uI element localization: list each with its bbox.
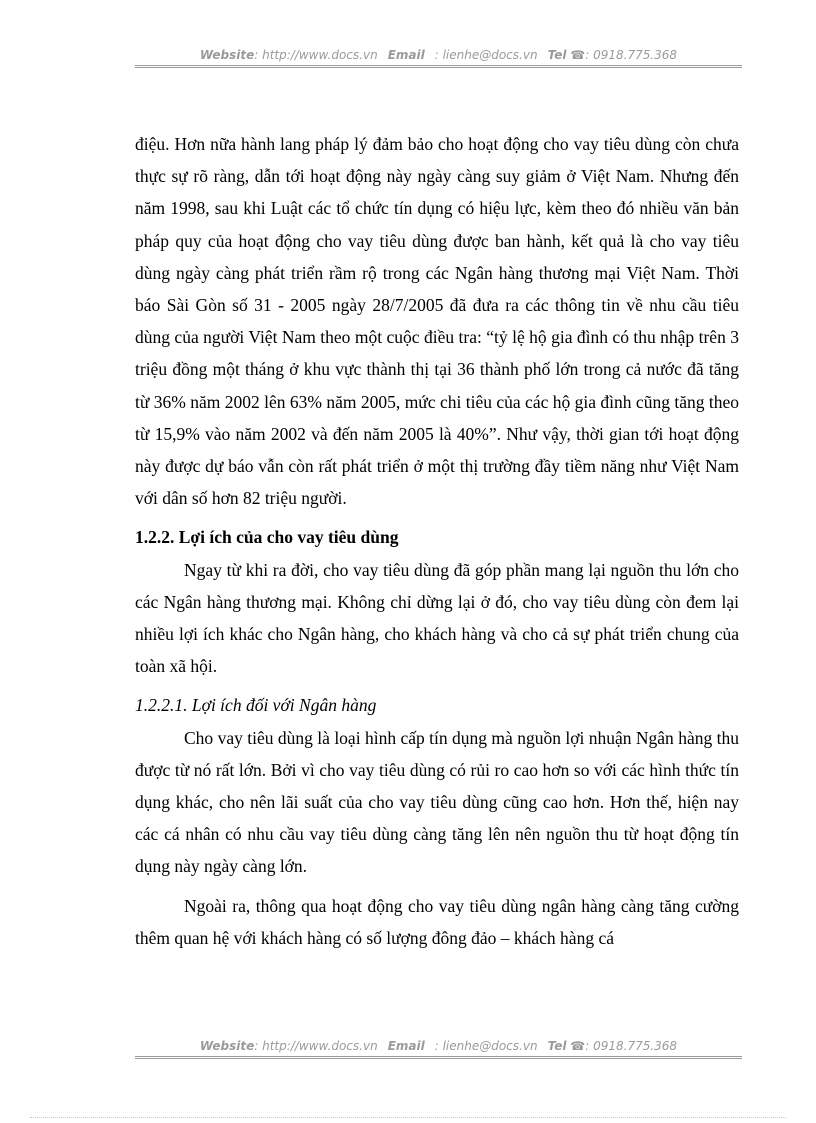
header-email-value[interactable]: : lienhe@docs.vn <box>434 48 538 62</box>
phone-icon: ☎ <box>570 1039 586 1053</box>
page-footer <box>135 1039 742 1053</box>
paragraph-3: Cho vay tiêu dùng là loại hình cấp tín dụng mà nguồn lợi nhuận Ngân hàng thu được từ nó rất lớn. Bởi vì cho vay tiêu dùng có rủi ro cao hơn so với các hình thức tín dụng khác, cho nên lãi suất của cho vay tiêu dùng cũng cao hơn. Hơn thế, hiện nay các cá nhân có nhu cầu vay tiêu dùng càng tăng lên nên nguồn thu từ hoạt động tín dụng này ngày càng lớn. <box>135 727 739 877</box>
header-website-value[interactable]: : http://www.docs.vn <box>254 48 378 62</box>
footer-website-value[interactable]: : http://www.docs.vn <box>254 1039 378 1053</box>
heading-1-2-2-1: 1.2.2.1. Lợi ích đối với Ngân hàng <box>135 695 377 716</box>
header-rule <box>135 65 742 68</box>
heading-1-2-2: 1.2.2. Lợi ích của cho vay tiêu dùng <box>135 527 399 548</box>
paragraph-2: Ngay từ khi ra đời, cho vay tiêu dùng đã góp phần mang lại nguồn thu lớn cho các Ngân hàng thương mại. Không chỉ dừng lại ở đó, cho vay tiêu dùng còn đem lại nhiều lợi ích khác cho Ngân hàng, cho khách hàng và cho cả sự phát triển chung của toàn xã hội. <box>135 559 739 677</box>
footer-tel-label: Tel <box>547 1039 567 1053</box>
header-tel-value: : 0918.775.368 <box>585 48 678 62</box>
paragraph-1: điệu. Hơn nữa hành lang pháp lý đảm bảo cho hoạt động cho vay tiêu dùng còn chưa thực sự rõ ràng, dẫn tới hoạt động này ngày càng suy giảm ở Việt Nam. Nhưng đến năm 1998, sau khi Luật các tổ chức tín dụng có hiệu lực, kèm theo đó nhiều văn bản pháp quy của hoạt động cho vay tiêu dùng được ban hành, kết quả là cho vay tiêu dùng ngày càng phát triển rầm rộ trong các Ngân hàng thương mại Việt Nam. Thời báo Sài Gòn số 31 - 2005 ngày 28/7/2005 đã đưa ra các thông tin về nhu cầu tiêu dùng của người Việt Nam theo một cuộc điều tra: “tỷ lệ hộ gia đình có thu nhập trên 3 triệu đồng một tháng ở khu vực thành thị tại 36 thành phố lớn trong cả nước đã tăng từ 36% năm 2002 lên 63% năm 2005, mức chi tiêu của các hộ gia đình cũng tăng theo từ 15,9% vào năm 2002 và đến năm 2005 là 40%”. Như vậy, thời gian tới hoạt động này được dự báo vẫn còn rất phát triển ở một thị trường đầy tiềm năng như Việt Nam với dân số hơn 82 triệu người. <box>135 134 739 509</box>
paragraph-4: Ngoài ra, thông qua hoạt động cho vay tiêu dùng ngân hàng càng tăng cường thêm quan hệ với khách hàng có số lượng đông đảo – khách hàng cá <box>135 895 739 948</box>
footer-email-value[interactable]: : lienhe@docs.vn <box>434 1039 538 1053</box>
page-edge-divider <box>30 1117 786 1118</box>
footer-website-label: Website <box>199 1039 255 1053</box>
header-email-label: Email <box>387 48 425 62</box>
document-body <box>135 128 739 954</box>
header-tel-label: Tel <box>547 48 567 62</box>
footer-tel-value: : 0918.775.368 <box>585 1039 678 1053</box>
footer-rule <box>135 1056 742 1059</box>
page-header <box>135 48 742 62</box>
footer-email-label: Email <box>387 1039 425 1053</box>
header-website-label: Website <box>199 48 255 62</box>
phone-icon: ☎ <box>570 48 586 62</box>
